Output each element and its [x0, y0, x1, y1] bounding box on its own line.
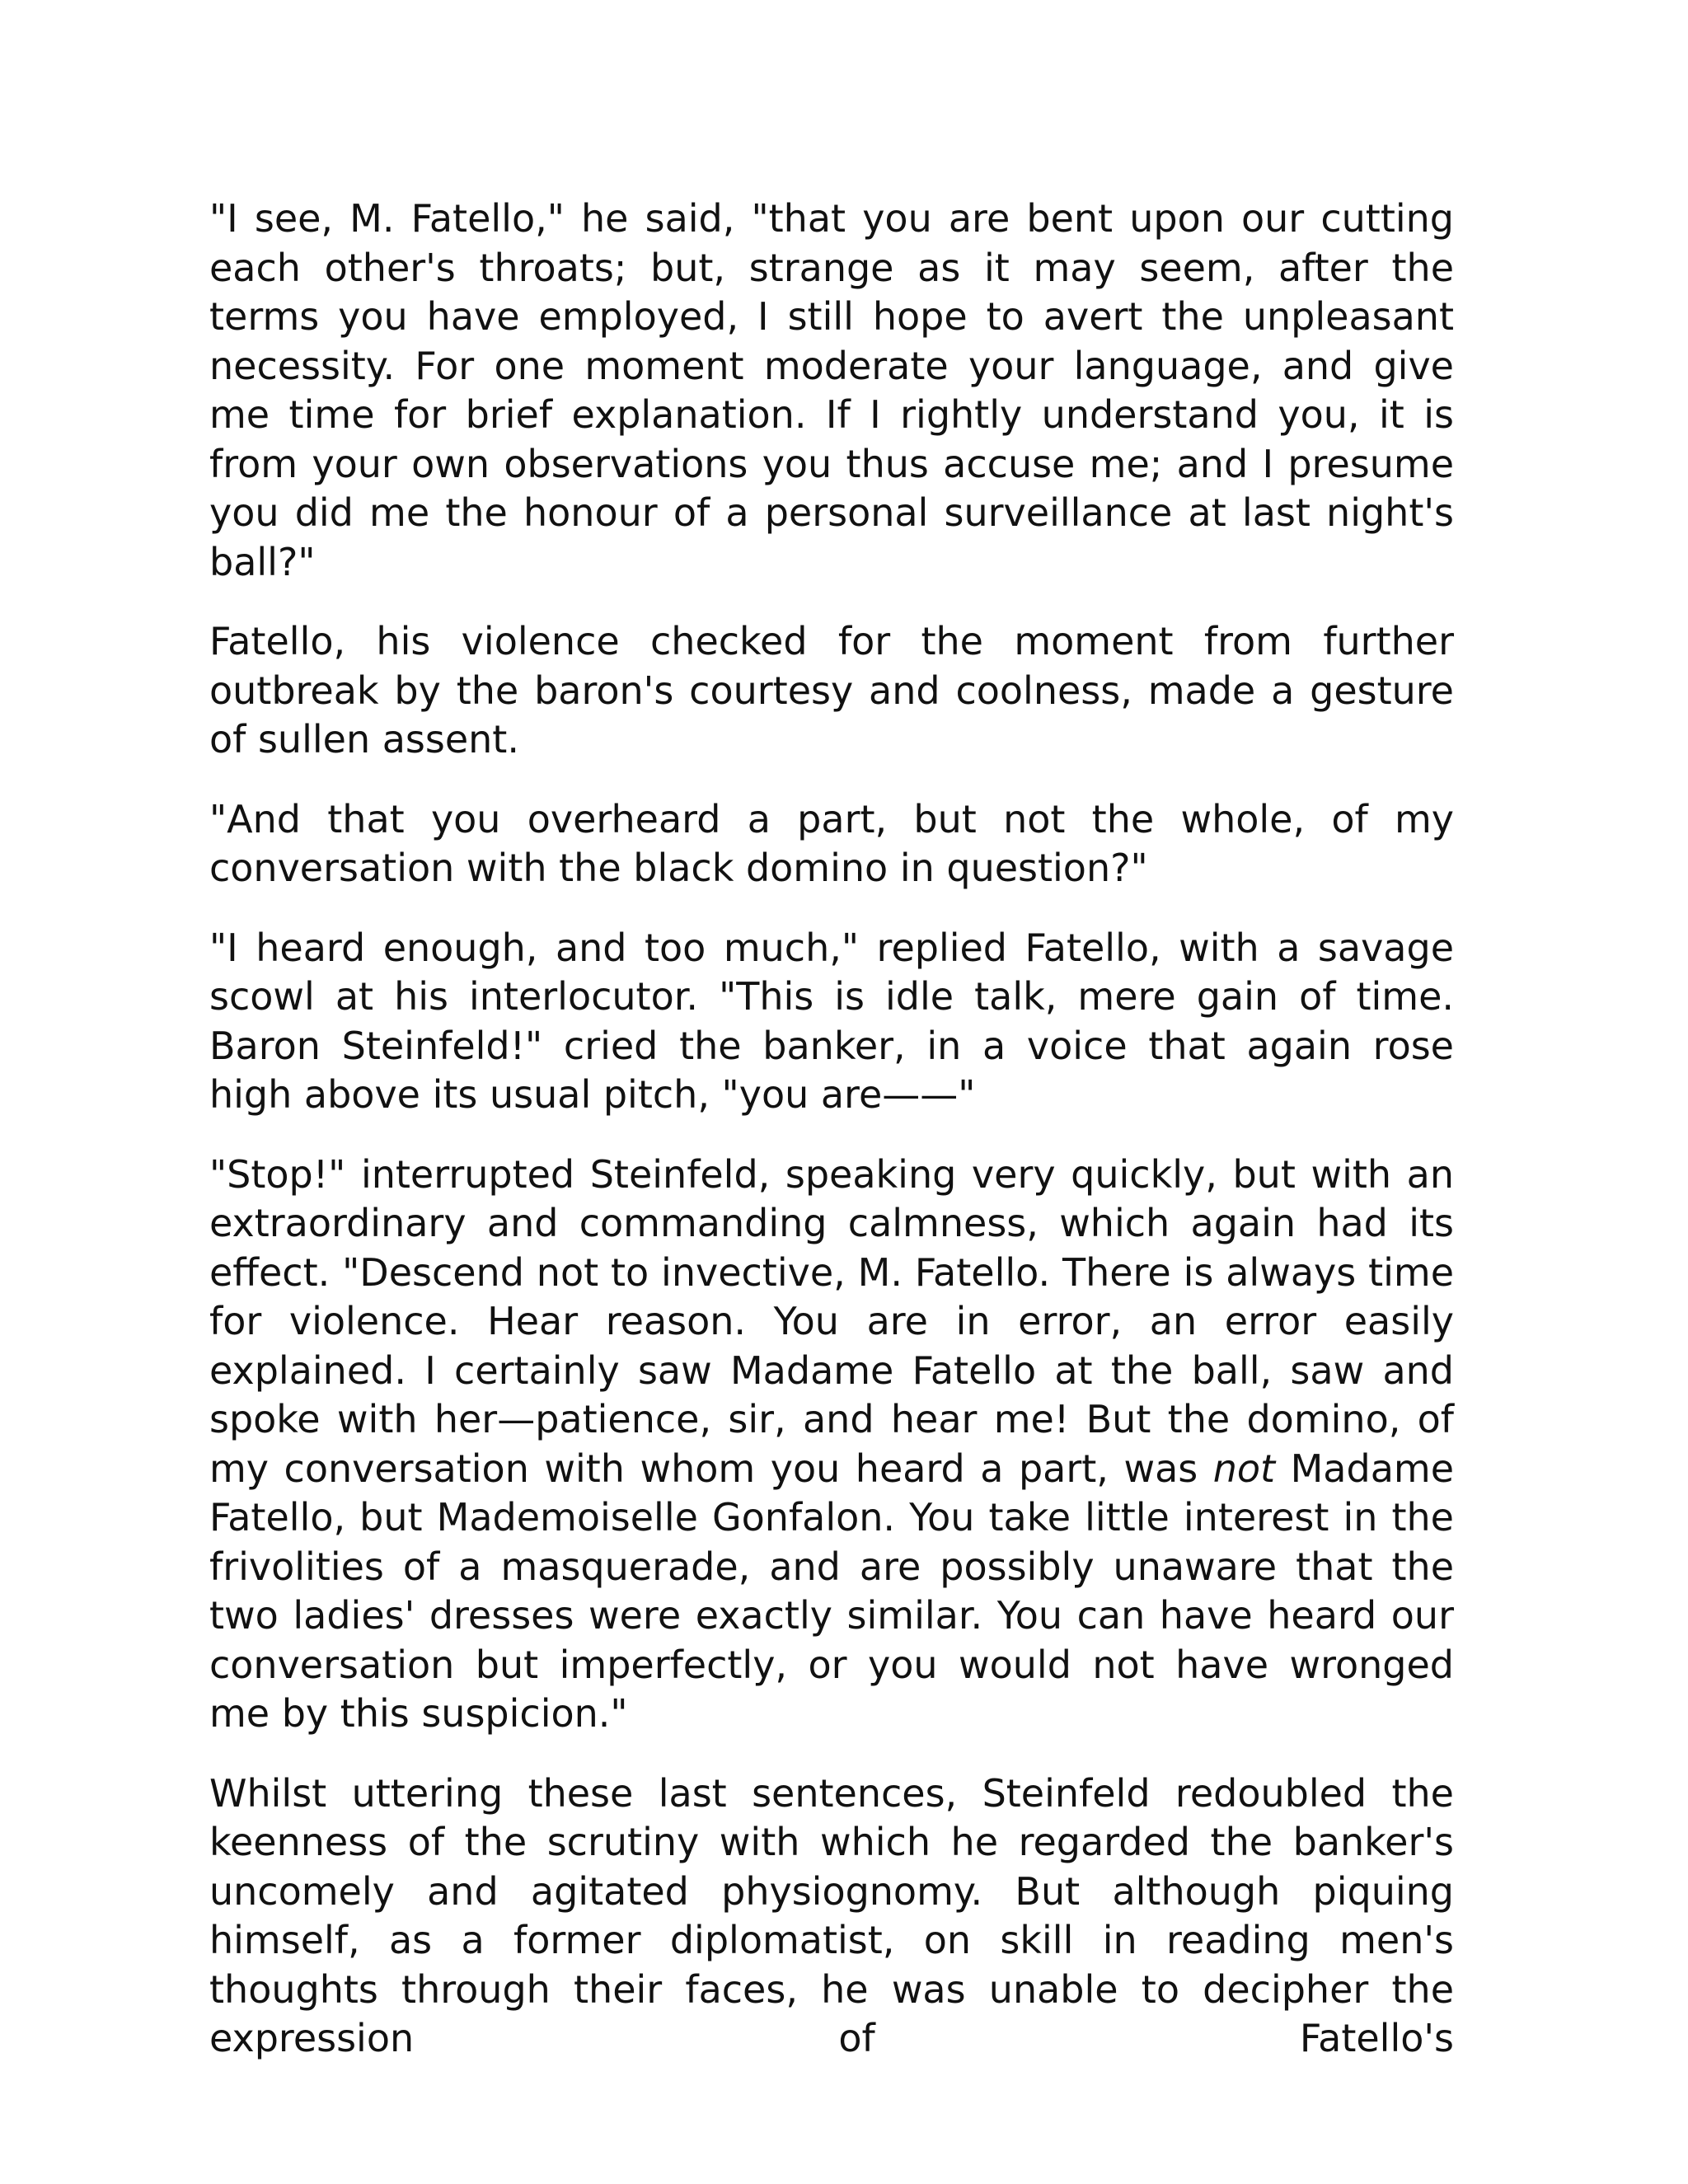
emphasis-text: not [1212, 1446, 1276, 1491]
paragraph-text: Whilst uttering these last sentences, Steinfeld redoubled the keenness of the scrutiny with which he regarded the banker's uncomely and agitated physiognomy. But although piquing himself, as a former diplomatist, on skill in reading men's thoughts through their faces, he was unable to decipher the expression of Fatello's [209, 1770, 1454, 2060]
paragraph-2 [209, 617, 1454, 765]
paragraph-1 [209, 194, 1454, 587]
paragraph-4 [209, 924, 1454, 1120]
paragraph-text: "And that you overheard a part, but not the whole, of my conversation with the black domino in question?" [209, 796, 1454, 890]
paragraph-6 [209, 1769, 1454, 2064]
paragraph-text: Madame Fatello, but Mademoiselle Gonfalon. You take little interest in the frivolities of a masquerade, and are possibly unaware that the two ladies' dresses were exactly similar. You can have heard our conversation but imperfectly, or you would not have wronged me by this suspicion." [209, 1446, 1454, 1736]
paragraph-5 [209, 1151, 1454, 1739]
page-body [209, 194, 1454, 2094]
paragraph-text: "I heard enough, and too much," replied Fatello, with a savage scowl at his interlocutor. "This is idle talk, mere gain of time. Baron Steinfeld!" cried the banker, in a voice that again rose high above its usual pitch, "you are——" [209, 925, 1454, 1117]
paragraph-text: "Stop!" interrupted Steinfeld, speaking very quickly, but with an extraordinary and commanding calmness, which again had its effect. "Descend not to invective, M. Fatello. There is always time for violence. Hear reason. You are in error, an error easily explained. I certainly saw Madame Fatello at the ball, saw and spoke with her—patience, sir, and hear me! But the domino, of my conversation with whom you heard a part, was [209, 1151, 1454, 1491]
paragraph-text: Fatello, his violence checked for the moment from further outbreak by the baron's courtesy and coolness, made a gesture of sullen assent. [209, 619, 1454, 762]
paragraph-text: "I see, M. Fatello," he said, "that you are bent upon our cutting each other's throats; but, strange as it may seem, after the terms you have employed, I still hope to avert the unpleasant necessity. For one moment moderate your language, and give me time for brief explanation. If I rightly understand you, it is from your own observations you thus accuse me; and I presume you did me the honour of a personal surveillance at last night's ball?" [209, 196, 1454, 584]
paragraph-3 [209, 795, 1454, 893]
